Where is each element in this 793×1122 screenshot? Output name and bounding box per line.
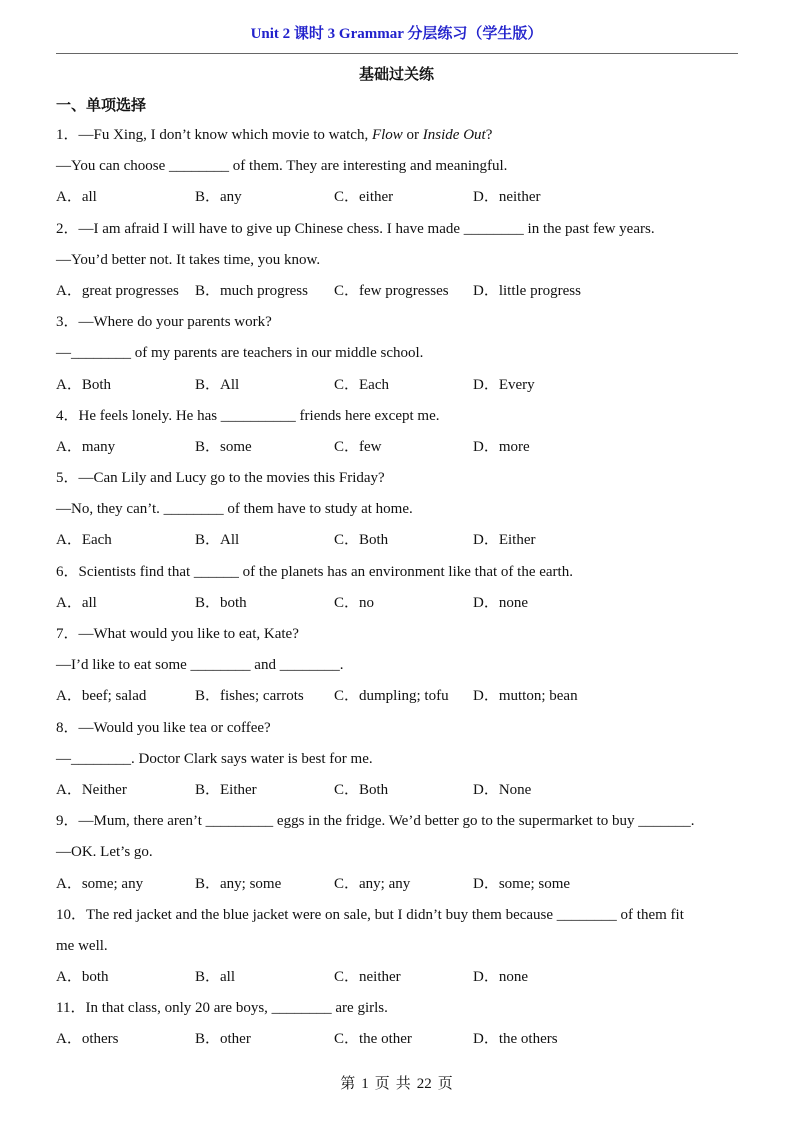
option-c[interactable]: C．few progresses xyxy=(334,282,449,299)
option-d[interactable]: D．little progress xyxy=(473,282,581,299)
option-d[interactable]: D．the others xyxy=(473,1031,558,1048)
option-b[interactable]: B．fishes; carrots xyxy=(195,688,304,705)
question xyxy=(56,900,738,994)
options-row xyxy=(56,681,738,712)
header-title: Unit 2 课时 3 Grammar 分层练习（学生版） xyxy=(250,26,543,42)
question-line: —I’d like to eat some ________ and ________. xyxy=(56,657,344,674)
options-row xyxy=(56,276,738,307)
option-a[interactable]: A．beef; salad xyxy=(56,688,147,705)
options-row xyxy=(56,775,738,806)
question-line: 9．—Mum, there aren’t _________ eggs in the fridge. We’d better go to the supermarket to buy _______. xyxy=(56,813,695,830)
option-c[interactable]: C．Both xyxy=(334,532,389,549)
option-c[interactable]: C．neither xyxy=(334,969,401,986)
options-row xyxy=(56,432,738,463)
option-d[interactable]: D．Either xyxy=(473,532,536,549)
option-b[interactable]: B．Either xyxy=(195,781,257,798)
question-line: —OK. Let’s go. xyxy=(56,844,153,861)
page-footer xyxy=(0,1072,793,1093)
question-line: me well. xyxy=(56,937,108,954)
question xyxy=(56,993,738,1055)
options-row xyxy=(56,525,738,556)
question xyxy=(56,214,738,308)
option-c[interactable]: C．Both xyxy=(334,781,389,798)
options-row xyxy=(56,370,738,401)
options-row xyxy=(56,588,738,619)
option-c[interactable]: C．dumpling; tofu xyxy=(334,688,449,705)
question-line: 5．—Can Lily and Lucy go to the movies this Friday? xyxy=(56,470,385,487)
option-b[interactable]: B．All xyxy=(195,532,240,549)
question-line: —No, they can’t. ________ of them have to study at home. xyxy=(56,501,413,518)
option-d[interactable]: D．none xyxy=(473,594,528,611)
question-line: 4．He feels lonely. He has __________ friends here except me. xyxy=(56,407,440,424)
option-d[interactable]: D．mutton; bean xyxy=(473,688,578,705)
part-title: 一、单项选择 xyxy=(56,98,147,114)
section-title: 基础过关练 xyxy=(358,67,434,83)
option-a[interactable]: A．both xyxy=(56,969,109,986)
options-row xyxy=(56,182,738,213)
options-row xyxy=(56,869,738,900)
header-divider xyxy=(56,53,738,54)
question-line: —You’d better not. It takes time, you know. xyxy=(56,251,321,268)
option-a[interactable]: A．others xyxy=(56,1031,119,1048)
footer-page-number: 1 xyxy=(361,1076,369,1092)
option-d[interactable]: D．neither xyxy=(473,189,541,206)
option-b[interactable]: B．any xyxy=(195,189,242,206)
option-c[interactable]: C．Each xyxy=(334,376,389,393)
option-a[interactable]: A．Both xyxy=(56,376,112,393)
footer-total-pages: 22 xyxy=(416,1076,432,1092)
question xyxy=(56,713,738,807)
option-b[interactable]: B．all xyxy=(195,969,235,986)
question-line: 3．—Where do your parents work? xyxy=(56,314,272,331)
question xyxy=(56,463,738,557)
question-line: —You can choose ________ of them. They are interesting and meaningful. xyxy=(56,158,508,175)
question xyxy=(56,401,738,463)
footer-label: 第 xyxy=(340,1076,356,1092)
option-c[interactable]: C．no xyxy=(334,594,375,611)
question xyxy=(56,557,738,619)
option-a[interactable]: A．all xyxy=(56,189,97,206)
option-a[interactable]: A．some; any xyxy=(56,875,144,892)
option-d[interactable]: D．more xyxy=(473,438,530,455)
question xyxy=(56,120,738,214)
option-d[interactable]: D．None xyxy=(473,781,532,798)
footer-label: 共 xyxy=(395,1076,411,1092)
option-b[interactable]: B．both xyxy=(195,594,247,611)
question-line: 11．In that class, only 20 are boys, ________ are girls. xyxy=(56,1000,388,1017)
option-b[interactable]: B．other xyxy=(195,1031,251,1048)
option-a[interactable]: A．Each xyxy=(56,532,112,549)
question-line: —________ of my parents are teachers in our middle school. xyxy=(56,345,424,362)
question-line: 1．—Fu Xing, I don’t know which movie to watch, Flow or Inside Out? xyxy=(56,127,493,143)
option-b[interactable]: B．All xyxy=(195,376,240,393)
option-a[interactable]: A．many xyxy=(56,438,116,455)
option-b[interactable]: B．much progress xyxy=(195,282,308,299)
question xyxy=(56,806,738,900)
option-a[interactable]: A．great progresses xyxy=(56,282,179,299)
option-b[interactable]: B．some xyxy=(195,438,252,455)
option-c[interactable]: C．few xyxy=(334,438,382,455)
footer-label: 页 xyxy=(437,1076,453,1092)
option-a[interactable]: A．all xyxy=(56,594,97,611)
option-a[interactable]: A．Neither xyxy=(56,781,127,798)
question-line: 7．—What would you like to eat, Kate? xyxy=(56,626,299,642)
option-d[interactable]: D．Every xyxy=(473,376,535,393)
question-line: —________. Doctor Clark says water is best for me. xyxy=(56,750,373,767)
option-d[interactable]: D．none xyxy=(473,969,528,986)
question-line: 2．—I am afraid I will have to give up Chinese chess. I have made ________ in the past few years. xyxy=(56,220,655,237)
option-b[interactable]: B．any; some xyxy=(195,875,282,892)
footer-label: 页 xyxy=(374,1076,390,1092)
option-c[interactable]: C．any; any xyxy=(334,875,411,892)
options-row xyxy=(56,962,738,993)
question xyxy=(56,619,738,713)
question-list xyxy=(56,120,738,1056)
question-line: 10．The red jacket and the blue jacket were on sale, but I didn’t buy them because ________ of them fit xyxy=(56,906,684,923)
question-line: 6．Scientists find that ______ of the planets has an environment like that of the earth. xyxy=(56,563,573,580)
option-c[interactable]: C．either xyxy=(334,189,394,206)
question-line: 8．—Would you like tea or coffee? xyxy=(56,719,271,736)
options-row xyxy=(56,1024,738,1055)
question xyxy=(56,307,738,401)
option-c[interactable]: C．the other xyxy=(334,1031,412,1048)
option-d[interactable]: D．some; some xyxy=(473,875,571,892)
